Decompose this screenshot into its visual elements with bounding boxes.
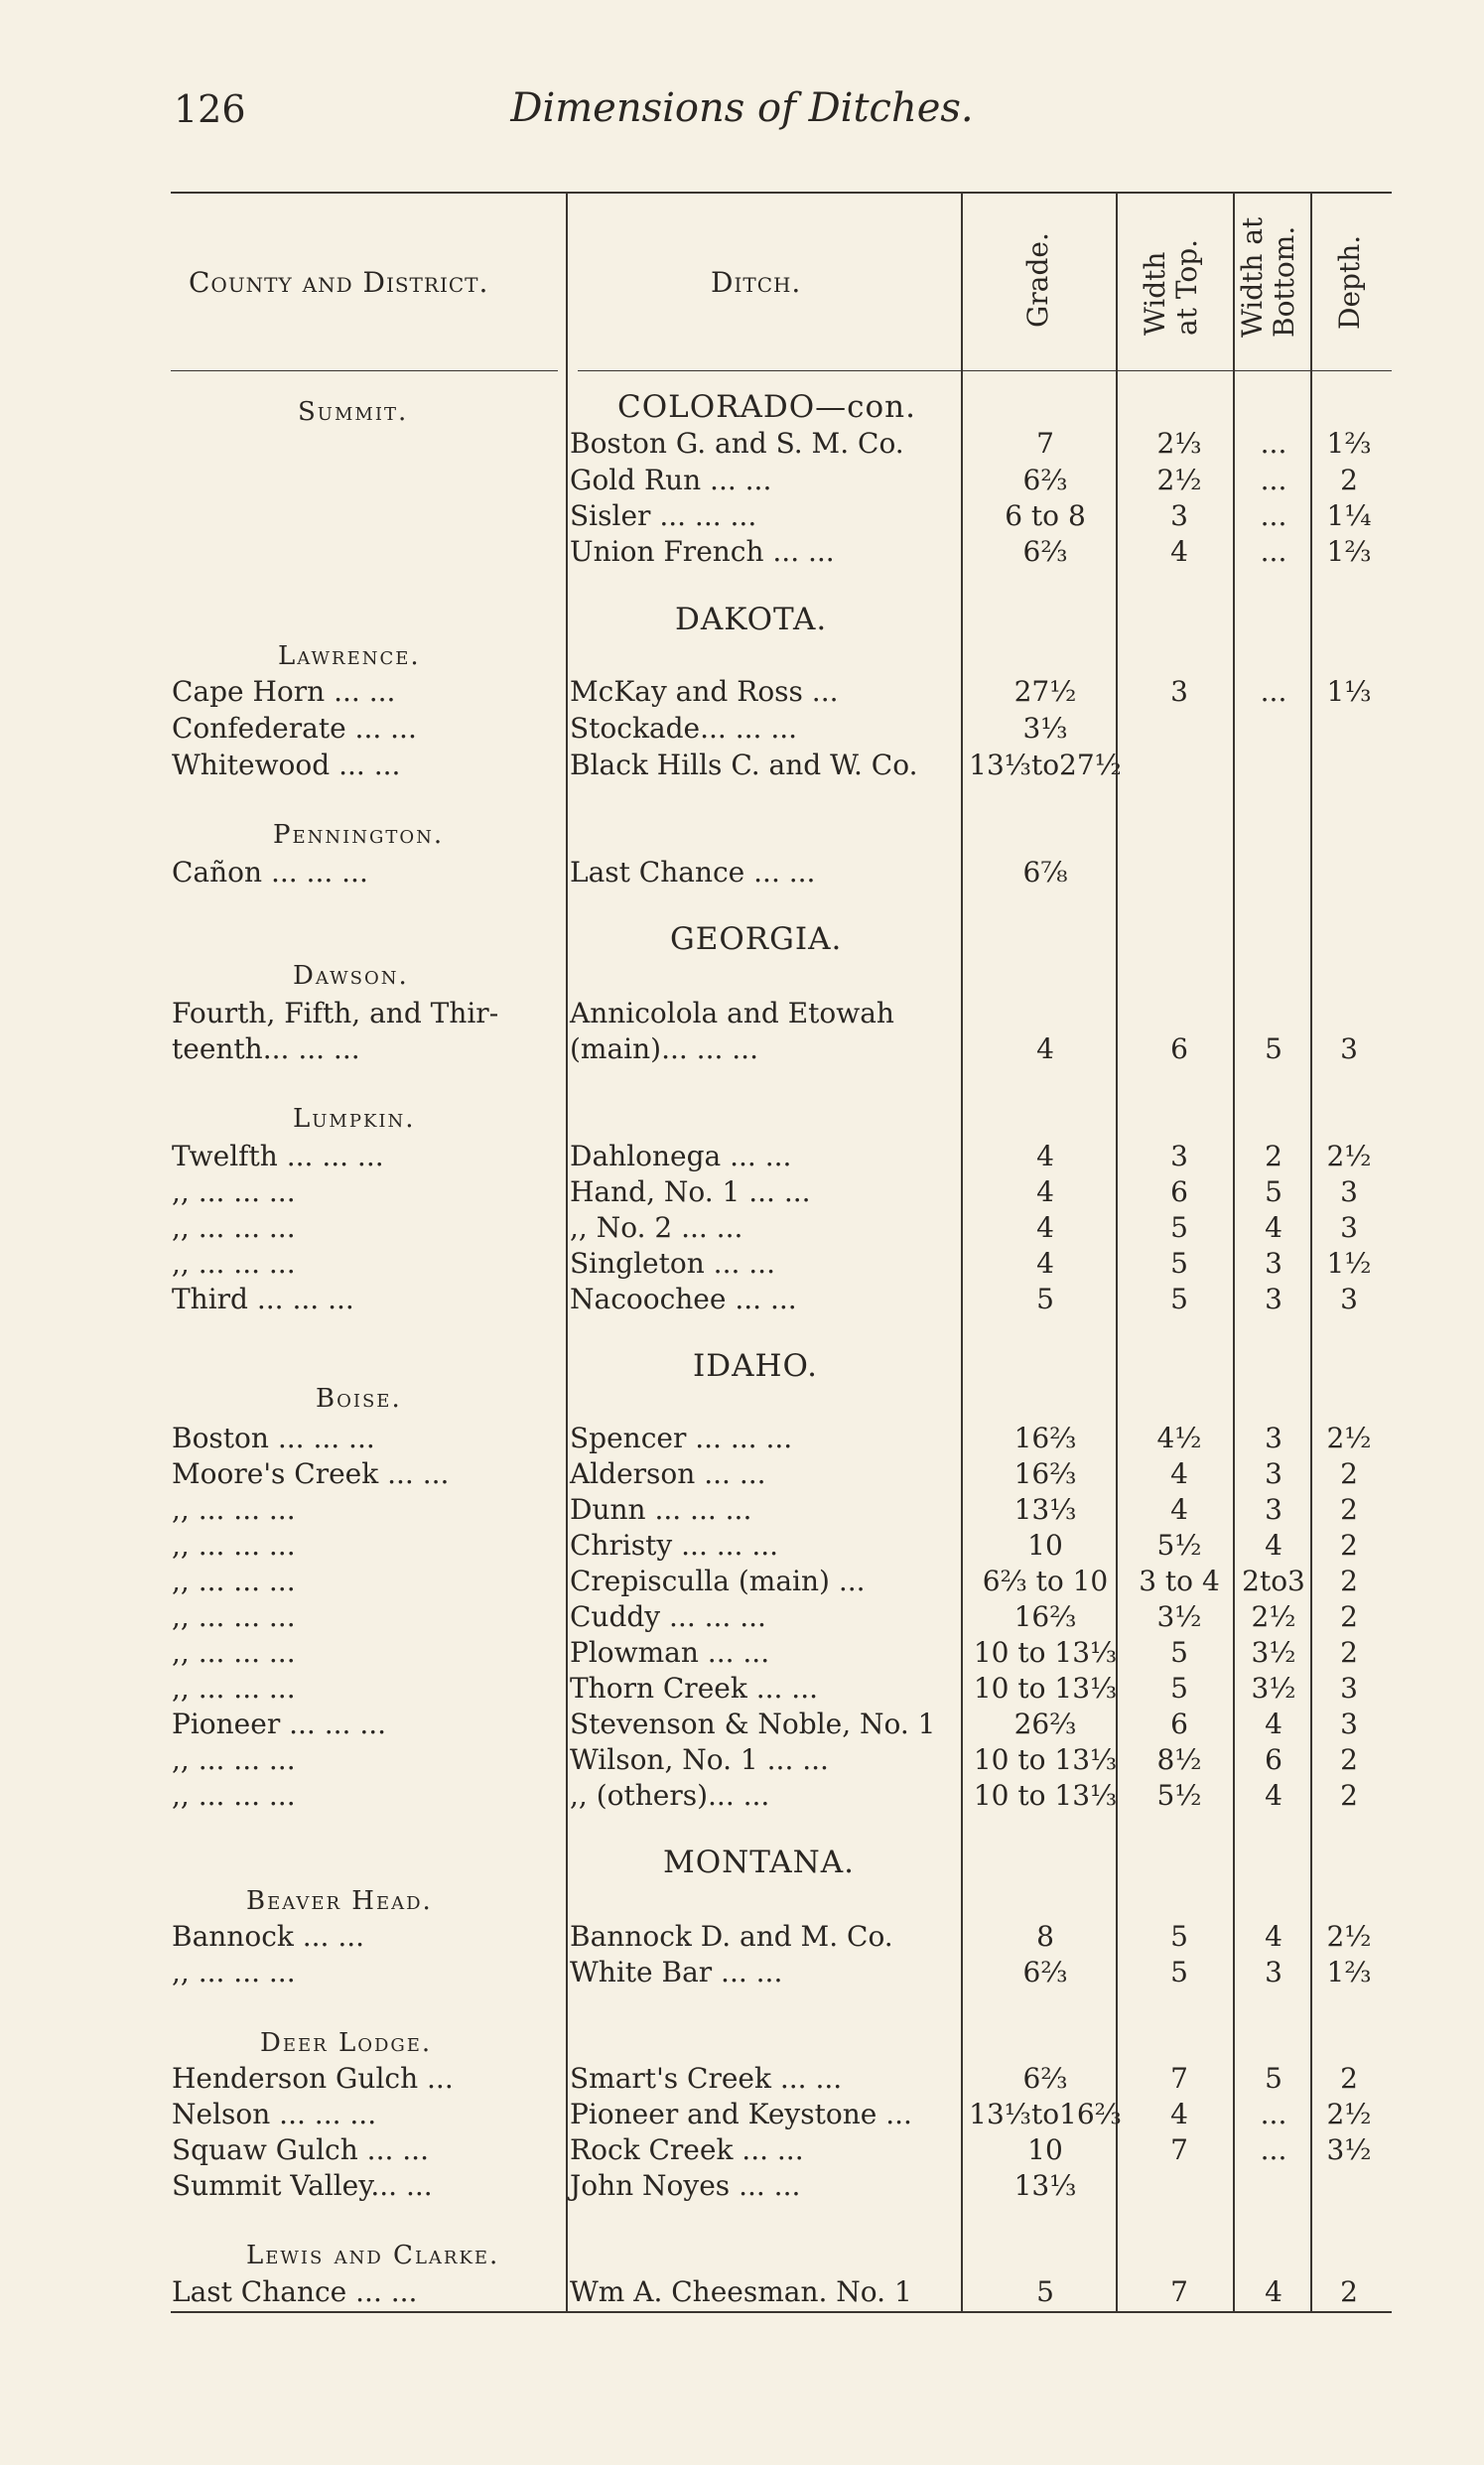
width-bottom-cell: 4 (1265, 2275, 1282, 2308)
table-row (0, 995, 1484, 1032)
grade-cell: 6⅔ to 10 (982, 1565, 1109, 1597)
ditch-cell: Singleton ... ... (570, 1247, 775, 1280)
width-top-cell: 2½ (1156, 464, 1202, 496)
depth-cell: 1½ (1326, 1247, 1372, 1280)
width-bottom-cell: ... (1260, 464, 1287, 496)
depth-cell: 1⅔ (1326, 427, 1372, 460)
depth-cell: 3 (1340, 1032, 1358, 1065)
table-row (0, 1281, 1484, 1318)
width-top-cell: 8½ (1156, 1743, 1202, 1776)
width-top-cell: 5 (1170, 1672, 1188, 1705)
depth-cell: 1¼ (1326, 499, 1372, 532)
grade-cell: 7 (1036, 427, 1054, 460)
county-cell: Pioneer ... ... ... (172, 1708, 387, 1740)
depth-cell: 2 (1340, 1636, 1358, 1669)
width-bottom-cell: ... (1260, 499, 1287, 532)
depth-cell: 3 (1340, 1211, 1358, 1244)
depth-cell: 2 (1340, 1493, 1358, 1526)
ditch-cell: Nacoochee ... ... (570, 1283, 797, 1315)
county-cell: ,, ... ... ... (172, 1211, 296, 1244)
width-bottom-cell: 3 (1265, 1457, 1282, 1490)
table-row (0, 2060, 1484, 2098)
district-dawson: Dawson. (293, 961, 409, 991)
table-bottom-rule (171, 2311, 1392, 2313)
table-row (0, 854, 1484, 891)
column-header-width-bottom (1237, 217, 1300, 338)
county-cell: Bannock ... ... (172, 1920, 365, 1953)
ditch-cell: Dunn ... ... ... (570, 1493, 752, 1526)
grade-cell: 27½ (1013, 675, 1077, 708)
table-row (0, 1030, 1484, 1068)
ditch-cell: John Noyes ... ... (570, 2169, 801, 2202)
width-top-line-2: at Top. (1170, 238, 1203, 336)
table-row (0, 1670, 1484, 1708)
ditch-cell: Alderson ... ... (570, 1457, 766, 1490)
width-top-cell: 6 (1170, 1032, 1188, 1065)
county-cell: ,, ... ... ... (172, 1565, 296, 1597)
district-deer-lodge: Deer Lodge. (260, 2028, 433, 2058)
depth-cell: 2 (1340, 1457, 1358, 1490)
depth-cell: 3½ (1326, 2133, 1372, 2166)
grade-cell: 26⅔ (1013, 1708, 1077, 1740)
county-cell: Summit Valley... ... (172, 2169, 433, 2202)
depth-cell: 2 (1340, 1779, 1358, 1812)
width-top-cell: 3 to 4 (1139, 1565, 1220, 1597)
county-cell: ,, ... ... ... (172, 1779, 296, 1812)
width-top-cell: 5½ (1156, 1529, 1202, 1562)
table-row (0, 673, 1484, 711)
grade-cell: 4 (1036, 1032, 1054, 1065)
page-title: Dimensions of Ditches. (510, 85, 974, 131)
grade-cell: 6⅞ (1022, 856, 1068, 889)
ditch-cell: Sisler ... ... ... (570, 499, 757, 532)
county-cell: Squaw Gulch ... ... (172, 2133, 429, 2166)
width-top-cell: 4 (1170, 535, 1188, 568)
section-montana: MONTANA. (663, 1845, 856, 1880)
section-idaho: IDAHO. (693, 1348, 818, 1384)
width-top-cell: 4 (1170, 1493, 1188, 1526)
county-cell: ,, ... ... ... (172, 1493, 296, 1526)
depth-cell: 2 (1340, 1743, 1358, 1776)
grade-cell: 10 (1027, 1529, 1063, 1562)
county-cell: Third ... ... ... (172, 1283, 354, 1315)
section-dakota: DAKOTA. (675, 602, 828, 637)
grade-cell: 10 to 13⅓ (973, 1779, 1118, 1812)
width-top-cell: 5 (1170, 1247, 1188, 1280)
width-bottom-cell: 4 (1265, 1211, 1282, 1244)
grade-cell: 5 (1036, 1283, 1054, 1315)
depth-cell: 2 (1340, 1529, 1358, 1562)
county-cell: Boston ... ... ... (172, 1422, 375, 1454)
ditch-cell: Thorn Creek ... ... (570, 1672, 819, 1705)
table-row (0, 1954, 1484, 1991)
width-bottom-cell: 6 (1265, 1743, 1282, 1776)
district-boise: Boise. (316, 1384, 402, 1414)
width-bottom-cell: 4 (1265, 1920, 1282, 1953)
county-cell: Last Chance ... ... (172, 2275, 418, 2308)
width-top-cell: 7 (1170, 2133, 1188, 2166)
grade-cell: 6 to 8 (1005, 499, 1086, 532)
depth-cell: 2 (1340, 1600, 1358, 1633)
width-bottom-cell: 2½ (1251, 1600, 1296, 1633)
table-row (0, 1706, 1484, 1743)
ditch-cell: Annicolola and Etowah (570, 997, 894, 1029)
grade-cell: 13⅓to27½ (969, 749, 1122, 781)
district-lawrence: Lawrence. (278, 641, 421, 671)
depth-cell: 2 (1340, 2275, 1358, 2308)
ditch-cell: Wm A. Cheesman. No. 1 (570, 2275, 912, 2308)
grade-cell: 8 (1036, 1920, 1054, 1953)
grade-cell: 13⅓ (1013, 2169, 1077, 2202)
depth-cell: 3 (1340, 1708, 1358, 1740)
width-top-cell: 2⅓ (1156, 427, 1202, 460)
width-top-cell: 7 (1170, 2275, 1188, 2308)
table-row (0, 1634, 1484, 1672)
county-cell: ,, ... ... ... (172, 1600, 296, 1633)
width-bottom-cell: ... (1260, 2098, 1287, 2130)
table-row (0, 2273, 1484, 2311)
table-row (0, 533, 1484, 571)
width-bottom-cell: 4 (1265, 1779, 1282, 1812)
grade-cell: 16⅔ (1013, 1457, 1077, 1490)
county-cell: Confederate ... ... (172, 712, 417, 745)
width-bottom-cell: 3 (1265, 1422, 1282, 1454)
width-top-cell: 5½ (1156, 1779, 1202, 1812)
table-row (0, 497, 1484, 535)
width-bottom-cell: 4 (1265, 1529, 1282, 1562)
table-row (0, 1777, 1484, 1815)
width-bottom-cell: 2to3 (1242, 1565, 1305, 1597)
ditch-cell: Smart's Creek ... ... (570, 2062, 843, 2095)
county-cell: ,, ... ... ... (172, 1672, 296, 1705)
width-top-cell: 4 (1170, 2098, 1188, 2130)
width-bottom-cell: ... (1260, 675, 1287, 708)
county-cell: Fourth, Fifth, and Thir- (172, 997, 499, 1029)
width-bottom-cell: 3½ (1251, 1672, 1296, 1705)
width-bottom-cell: 3 (1265, 1247, 1282, 1280)
district-lumpkin: Lumpkin. (293, 1104, 416, 1134)
table-row (0, 1491, 1484, 1529)
district-summit: Summit. (298, 397, 409, 427)
table-row (0, 747, 1484, 784)
width-top-cell: 5 (1170, 1636, 1188, 1669)
width-bottom-cell: 4 (1265, 1708, 1282, 1740)
depth-cell: 2½ (1326, 2098, 1372, 2130)
depth-cell: 3 (1340, 1175, 1358, 1208)
county-cell: Cape Horn ... ... (172, 675, 396, 708)
section-georgia: GEORGIA. (670, 921, 843, 957)
width-bottom-cell: 5 (1265, 1175, 1282, 1208)
table-row (0, 2096, 1484, 2133)
grade-cell: 13⅓ (1013, 1493, 1077, 1526)
table-row (0, 425, 1484, 463)
grade-cell: 6⅔ (1022, 535, 1068, 568)
county-cell: ,, ... ... ... (172, 1743, 296, 1776)
county-cell: ,, ... ... ... (172, 1175, 296, 1208)
depth-cell: 2 (1340, 2062, 1358, 2095)
depth-cell: 1⅔ (1326, 1956, 1372, 1988)
grade-cell: 4 (1036, 1247, 1054, 1280)
county-cell: ,, ... ... ... (172, 1956, 296, 1988)
ditch-cell: Hand, No. 1 ... ... (570, 1175, 811, 1208)
width-bottom-cell: 3 (1265, 1493, 1282, 1526)
ditch-cell: Stockade... ... ... (570, 712, 798, 745)
column-header-width-top (1140, 239, 1203, 336)
county-cell: Henderson Gulch ... (172, 2062, 454, 2095)
county-cell: Whitewood ... ... (172, 749, 401, 781)
width-top-line-1: Width (1139, 251, 1171, 336)
grade-cell: 10 to 13⅓ (973, 1743, 1118, 1776)
width-bottom-cell: 5 (1265, 1032, 1282, 1065)
width-top-cell: 7 (1170, 2062, 1188, 2095)
county-cell: Cañon ... ... ... (172, 856, 368, 889)
county-cell: Moore's Creek ... ... (172, 1457, 450, 1490)
ditch-cell: White Bar ... ... (570, 1956, 783, 1988)
width-bottom-cell: ... (1260, 2133, 1287, 2166)
grade-cell: 13⅓to16⅔ (969, 2098, 1122, 2130)
width-top-cell: 6 (1170, 1708, 1188, 1740)
table-row (0, 2167, 1484, 2205)
grade-cell: 4 (1036, 1140, 1054, 1172)
width-top-cell: 3½ (1156, 1600, 1202, 1633)
table-row (0, 1918, 1484, 1956)
width-bottom-cell: 3 (1265, 1956, 1282, 1988)
grade-cell: 16⅔ (1013, 1422, 1077, 1454)
width-bottom-cell: 3½ (1251, 1636, 1296, 1669)
page-number: 126 (174, 87, 246, 131)
ditch-cell: Dahlonega ... ... (570, 1140, 792, 1172)
table-row (0, 1563, 1484, 1600)
ditch-cell: McKay and Ross ... (570, 675, 839, 708)
table-row (0, 1209, 1484, 1247)
ditch-cell: Rock Creek ... ... (570, 2133, 804, 2166)
table-row (0, 2131, 1484, 2169)
ditch-cell: Wilson, No. 1 ... ... (570, 1743, 829, 1776)
width-top-cell: 4 (1170, 1457, 1188, 1490)
depth-cell: 1⅓ (1326, 675, 1372, 708)
table-row (0, 1420, 1484, 1457)
grade-cell: 16⅔ (1013, 1600, 1077, 1633)
ditch-cell: Plowman ... ... (570, 1636, 770, 1669)
column-header-grade: Grade. (1021, 232, 1054, 328)
width-top-cell: 5 (1170, 1956, 1188, 1988)
ditch-cell: Crepisculla (main) ... (570, 1565, 866, 1597)
column-header-ditch: Ditch. (711, 266, 802, 299)
ditch-cell: Pioneer and Keystone ... (570, 2098, 912, 2130)
ditch-cell: Black Hills C. and W. Co. (570, 749, 918, 781)
ditch-cell: ,, (others)... ... (570, 1779, 770, 1812)
width-top-cell: 3 (1170, 1140, 1188, 1172)
county-cell: Nelson ... ... ... (172, 2098, 377, 2130)
grade-cell: 6⅔ (1022, 2062, 1068, 2095)
grade-cell: 5 (1036, 2275, 1054, 2308)
depth-cell: 2½ (1326, 1920, 1372, 1953)
ditch-cell: Bannock D. and M. Co. (570, 1920, 893, 1953)
width-bottom-cell: 3 (1265, 1283, 1282, 1315)
grade-cell: 4 (1036, 1175, 1054, 1208)
district-beaver-head: Beaver Head. (246, 1886, 433, 1916)
section-colorado: COLORADO—con. (617, 389, 916, 425)
ditch-cell: Spencer ... ... ... (570, 1422, 793, 1454)
ditch-cell: Boston G. and S. M. Co. (570, 427, 904, 460)
grade-cell: 4 (1036, 1211, 1054, 1244)
county-cell: ,, ... ... ... (172, 1636, 296, 1669)
column-header-depth: Depth. (1333, 234, 1366, 330)
depth-cell: 3 (1340, 1283, 1358, 1315)
grade-cell: 10 to 13⅓ (973, 1672, 1118, 1705)
ditch-cell: (main)... ... ... (570, 1032, 758, 1065)
grade-cell: 6⅔ (1022, 1956, 1068, 1988)
width-top-cell: 3 (1170, 675, 1188, 708)
width-bottom-cell: 2 (1265, 1140, 1282, 1172)
table-row (0, 1173, 1484, 1211)
table-row (0, 462, 1484, 499)
width-bottom-cell: ... (1260, 535, 1287, 568)
table-row (0, 1527, 1484, 1565)
width-top-cell: 5 (1170, 1920, 1188, 1953)
width-top-cell: 4½ (1156, 1422, 1202, 1454)
county-cell: ,, ... ... ... (172, 1247, 296, 1280)
ditch-cell: Stevenson & Noble, No. 1 (570, 1708, 936, 1740)
ditch-cell: Cuddy ... ... ... (570, 1600, 766, 1633)
width-top-cell: 5 (1170, 1211, 1188, 1244)
county-cell: teenth... ... ... (172, 1032, 360, 1065)
depth-cell: 2½ (1326, 1422, 1372, 1454)
grade-cell: 6⅔ (1022, 464, 1068, 496)
table-row (0, 1138, 1484, 1175)
ditch-cell: Union French ... ... (570, 535, 835, 568)
ditch-cell: Last Chance ... ... (570, 856, 816, 889)
column-header-county: County and District. (189, 266, 489, 299)
table-row (0, 1245, 1484, 1283)
ditch-cell: Christy ... ... ... (570, 1529, 779, 1562)
depth-cell: 3 (1340, 1672, 1358, 1705)
ditch-cell: Gold Run ... ... (570, 464, 772, 496)
ditch-cell: ,, No. 2 ... ... (570, 1211, 743, 1244)
district-lewis-and-clarke: Lewis and Clarke. (246, 2241, 500, 2270)
width-bottom-line-1: Width at (1236, 216, 1269, 338)
width-top-cell: 6 (1170, 1175, 1188, 1208)
grade-cell: 10 to 13⅓ (973, 1636, 1118, 1669)
table-row (0, 1455, 1484, 1493)
depth-cell: 2 (1340, 1565, 1358, 1597)
grade-cell: 3⅓ (1022, 712, 1068, 745)
table-row (0, 1598, 1484, 1636)
depth-cell: 1⅔ (1326, 535, 1372, 568)
width-top-cell: 5 (1170, 1283, 1188, 1315)
width-bottom-line-2: Bottom. (1268, 225, 1300, 338)
depth-cell: 2½ (1326, 1140, 1372, 1172)
width-bottom-cell: 5 (1265, 2062, 1282, 2095)
width-top-cell: 3 (1170, 499, 1188, 532)
county-cell: Twelfth ... ... ... (172, 1140, 384, 1172)
county-cell: ,, ... ... ... (172, 1529, 296, 1562)
district-pennington: Pennington. (273, 820, 445, 850)
table-row (0, 1741, 1484, 1779)
grade-cell: 10 (1027, 2133, 1063, 2166)
depth-cell: 2 (1340, 464, 1358, 496)
table-top-rule (171, 192, 1392, 194)
table-row (0, 710, 1484, 748)
width-bottom-cell: ... (1260, 427, 1287, 460)
